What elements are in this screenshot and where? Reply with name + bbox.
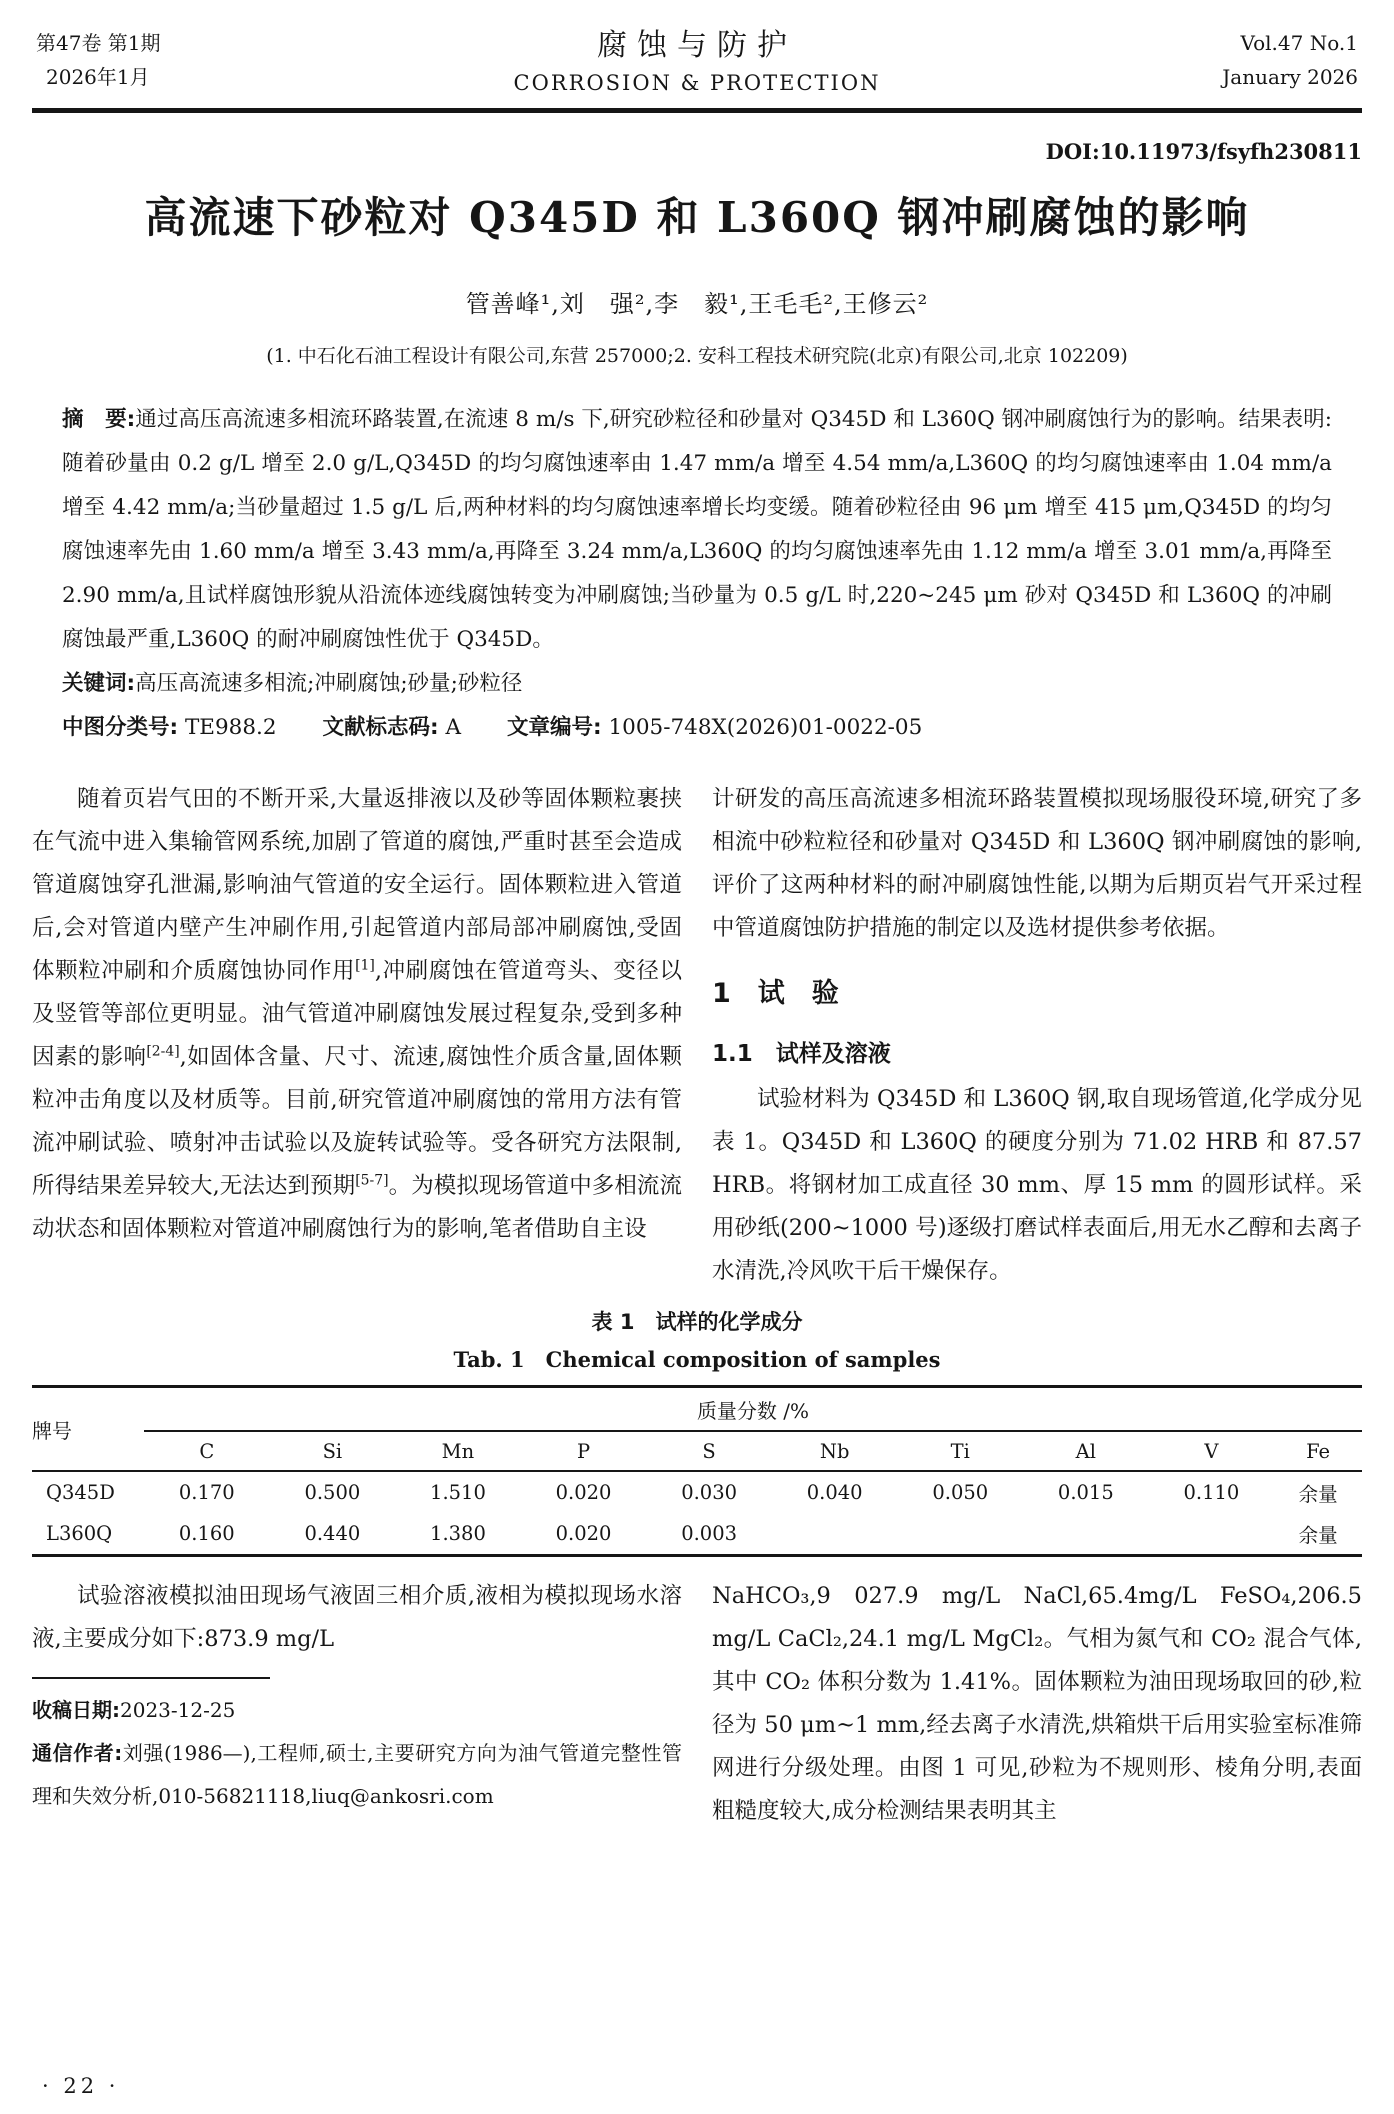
cell-value: 余量 (1298, 1482, 1338, 1506)
doc-code-value: A (445, 715, 462, 740)
article-id-value: 1005-748X(2026)01-0022-05 (608, 715, 923, 740)
footnote-rule (32, 1677, 270, 1679)
cell-value: 1.510 (430, 1481, 486, 1504)
keywords-text: 高压高流速多相流;冲刷腐蚀;砂量;砂粒径 (135, 671, 523, 696)
cell-value: 0.500 (304, 1481, 361, 1504)
cell-value: 0.050 (932, 1481, 989, 1504)
doc-code-label: 文献标志码: (322, 715, 439, 740)
cell-value: 0.110 (1183, 1481, 1240, 1504)
table-row (32, 1513, 1362, 1556)
col-header-brand: 牌号 (32, 1387, 144, 1472)
journal-name-block (276, 26, 1118, 100)
keywords-label: 关键词: (62, 671, 136, 696)
page-number: · 22 · (42, 2074, 120, 2098)
journal-header (32, 26, 1362, 100)
keywords-line (62, 662, 1332, 706)
journal-volume-issue-en (1118, 26, 1362, 94)
cell-value: 0.003 (681, 1522, 738, 1545)
received-date-line (32, 1689, 682, 1732)
col-header-element: S (646, 1431, 772, 1471)
cell-value (772, 1513, 898, 1556)
footnote-block (32, 1677, 682, 1818)
date-en: January 2026 (1222, 65, 1358, 89)
classification-line (62, 706, 1332, 750)
col-header-element: V (1149, 1431, 1275, 1471)
body-columns-top (32, 778, 1362, 1293)
left-column-bottom (32, 1575, 682, 1833)
table-header-group-row (32, 1387, 1362, 1432)
cell-value: 0.160 (178, 1522, 235, 1545)
table-row (32, 1471, 1362, 1513)
date-cn: 2026年1月 (46, 65, 150, 89)
body-columns-bottom (32, 1575, 1362, 1833)
journal-name-en: CORROSION & PROTECTION (513, 71, 881, 95)
journal-name-cn: 腐蚀与防护 (597, 28, 797, 63)
table1-block (32, 1303, 1362, 1557)
col-header-element: C (144, 1431, 270, 1471)
authors: 管善峰¹,刘 强²,李 毅¹,王毛毛²,王修云² (465, 290, 929, 318)
cell-value (897, 1513, 1023, 1556)
clc-pair (62, 706, 277, 750)
cell-value: 0.170 (178, 1481, 235, 1504)
cell-brand: Q345D (46, 1481, 115, 1504)
table-header-elements-row (32, 1431, 1362, 1471)
cell-value: 0.030 (681, 1481, 738, 1504)
cell-brand: L360Q (46, 1522, 113, 1545)
cell-value: 0.040 (806, 1481, 863, 1504)
cell-value: 余量 (1298, 1523, 1338, 1547)
left-column (32, 778, 682, 1293)
clc-value: TE988.2 (184, 715, 277, 740)
clc-label: 中图分类号: (62, 715, 179, 740)
col-header-element: Mn (395, 1431, 521, 1471)
right-column (712, 778, 1362, 1293)
cell-value: 1.380 (430, 1522, 486, 1545)
corresponding-author-line (32, 1732, 682, 1818)
table1-title-en: Tab. 1 Chemical composition of samples (453, 1347, 941, 1372)
page-title: 高流速下砂粒对 Q345D 和 L360Q 钢冲刷腐蚀的影响 (144, 193, 1250, 242)
affiliation: (1. 中石化石油工程设计有限公司,东营 257000;2. 安科工程技术研究院(北京)有限公司,北京 102209) (266, 345, 1128, 367)
abstract (62, 398, 1332, 662)
cell-value: 0.020 (555, 1481, 612, 1504)
intro-paragraph-right: 计研发的高压高流速多相流环路装置模拟现场服役环境,研究了多相流中砂粒粒径和砂量对 Q345D 和 L360Q 钢冲刷腐蚀的影响,评价了这两种材料的耐冲刷腐蚀性能,以期为后期页岩气开采过程中管道腐蚀防护措施的制定以及选材提供参考依据。 (712, 786, 1362, 941)
corresponding-author-value: 刘强(1986—),工程师,硕士,主要研究方向为油气管道完整性管理和失效分析,010-56821118,liuq@ankosri.com (32, 1741, 682, 1808)
section-1-heading: 1 试 验 (712, 978, 839, 1009)
article-id-label: 文章编号: (507, 715, 602, 740)
volume-issue-cn: 第47卷 第1期 (36, 31, 161, 55)
table1-title-cn: 表 1 试样的化学成分 (591, 1310, 803, 1334)
doi: DOI:10.11973/fsyfh230811 (1045, 139, 1362, 164)
col-header-element: Al (1023, 1431, 1149, 1471)
col-group-mass-fraction: 质量分数 /% (144, 1387, 1362, 1432)
col-header-element: Ti (897, 1431, 1023, 1471)
col-header-element: Si (270, 1431, 396, 1471)
cell-value: 0.020 (555, 1522, 612, 1545)
intro-paragraph-left: 随着页岩气田的不断开采,大量返排液以及砂等固体颗粒裹挟在气流中进入集输管网系统,加剧了管道的腐蚀,严重时甚至会造成管道腐蚀穿孔泄漏,影响油气管道的安全运行。固体颗粒进入管道后,会对管道内壁产生冲刷作用,引起管道内部局部冲刷腐蚀,受固体颗粒冲刷和介质腐蚀协同作用[1],冲刷腐蚀在管道弯头、变径以及竖管等部位更明显。油气管道冲刷腐蚀发展过程复杂,受到多种因素的影响[2-4],如固体含量、尺寸、流速,腐蚀性介质含量,固体颗粒冲击角度以及材质等。目前,研究管道冲刷腐蚀的常用方法有管流冲刷试验、喷射冲击试验以及旋转试验等。受各研究方法限制,所得结果差异较大,无法达到预期[5-7]。为模拟现场管道中多相流流动状态和固体颗粒对管道冲刷腐蚀行为的影响,笔者借助自主设 (32, 786, 682, 1242)
section-1-1-heading: 1.1 试样及溶液 (712, 1041, 891, 1067)
section-1-1-paragraph: 试验材料为 Q345D 和 L360Q 钢,取自现场管道,化学成分见表 1。Q345D 和 L360Q 的硬度分别为 71.02 HRB 和 87.57 HRB。将钢材加工成直径 30 mm、厚 15 mm 的圆形试样。采用砂纸(200~1000 号)逐级打磨试样表面后,用无水乙醇和去离子水清洗,冷风吹干后干燥保存。 (712, 1086, 1362, 1284)
cell-value (1023, 1513, 1149, 1556)
solution-paragraph-left: 试验溶液模拟油田现场气液固三相介质,液相为模拟现场水溶液,主要成分如下:873.9 mg/L (32, 1583, 682, 1652)
col-header-element: Nb (772, 1431, 898, 1471)
corresponding-author-label: 通信作者: (32, 1741, 123, 1765)
cell-value (1149, 1513, 1275, 1556)
received-date-label: 收稿日期: (32, 1698, 120, 1722)
volume-issue-en: Vol.47 No.1 (1240, 31, 1358, 55)
doc-code-pair (323, 706, 461, 750)
solution-paragraph-right: NaHCO₃,9 027.9 mg/L NaCl,65.4mg/L FeSO₄,206.5 mg/L CaCl₂,24.1 mg/L MgCl₂。气相为氮气和 CO₂ 混合气体,其中 CO₂ 体积分数为 1.41%。固体颗粒为油田现场取回的砂,粒径为 50 μm~1 mm,经去离子水清洗,烘箱烘干后用实验室标准筛网进行分级处理。由图 1 可见,砂粒为不规则形、棱角分明,表面粗糙度较大,成分检测结果表明其主 (712, 1583, 1362, 1824)
col-header-element: P (521, 1431, 647, 1471)
abstract-label: 摘 要: (62, 407, 136, 432)
article-id-pair (507, 706, 922, 750)
right-column-bottom (712, 1575, 1362, 1833)
abstract-text: 通过高压高流速多相流环路装置,在流速 8 m/s 下,研究砂粒径和砂量对 Q345D 和 L360Q 钢冲刷腐蚀行为的影响。结果表明:随着砂量由 0.2 g/L 增至 2.0 g/L,Q345D 的均匀腐蚀速率由 1.47 mm/a 增至 4.54 mm/a,L360Q 的均匀腐蚀速率由 1.04 mm/a 增至 4.42 mm/a;当砂量超过 1.5 g/L 后,两种材料的均匀腐蚀速率增长均变缓。随着砂粒径由 96 μm 增至 415 μm,Q345D 的均匀腐蚀速率先由 1.60 mm/a 增至 3.43 mm/a,再降至 3.24 mm/a,L360Q 的均匀腐蚀速率先由 1.12 mm/a 增至 3.01 mm/a,再降至 2.90 mm/a,且试样腐蚀形貌从沿流体迹线腐蚀转变为冲刷腐蚀;当砂量为 0.5 g/L 时,220~245 μm 砂对 Q345D 和 L360Q 的冲刷腐蚀最严重,L360Q 的耐冲刷腐蚀性优于 Q345D。 (62, 407, 1332, 652)
cell-value: 0.440 (304, 1522, 361, 1545)
col-header-element: Fe (1274, 1431, 1362, 1471)
header-rule (32, 108, 1362, 113)
cell-value: 0.015 (1057, 1481, 1114, 1504)
table-chemical-composition (32, 1385, 1362, 1557)
abstract-block (62, 398, 1332, 750)
journal-volume-issue-cn (32, 26, 276, 94)
received-date-value: 2023-12-25 (120, 1698, 236, 1722)
